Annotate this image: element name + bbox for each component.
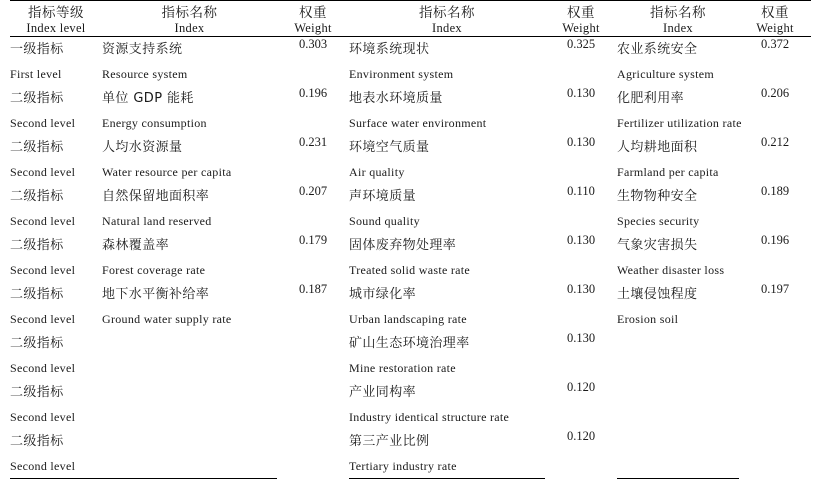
cell-index2-cn: 声环境质量 — [349, 189, 417, 204]
cell-index3-cn: 生物物种安全 — [617, 189, 698, 204]
table-row — [10, 233, 811, 258]
cell-weight1 — [277, 331, 349, 380]
table-row — [10, 380, 811, 405]
cell-index3-cn: 人均耕地面积 — [617, 140, 698, 155]
table-row — [10, 111, 811, 135]
cell-index2-en: Surface water environment — [349, 116, 487, 130]
cell-level-cn: 二级指标 — [10, 287, 64, 302]
cell-index2-en: Air quality — [349, 165, 405, 179]
cell-level-en: First level — [10, 67, 62, 81]
cell-weight2: 0.325 — [566, 37, 596, 51]
cell-index2-en: Sound quality — [349, 214, 420, 228]
cell-weight2: 0.130 — [566, 282, 596, 296]
cell-index1-en: Forest coverage rate — [102, 263, 206, 277]
cell-weight2: 0.130 — [566, 135, 596, 149]
cell-level-en: Second level — [10, 263, 76, 277]
header-index1-cn: 指标名称 — [102, 1, 277, 22]
cell-index1-cn: 森林覆盖率 — [102, 238, 170, 253]
cell-index1-cn — [102, 429, 277, 454]
cell-index1-en: Ground water supply rate — [102, 312, 232, 326]
cell-index1-cn: 地下水平衡补给率 — [102, 287, 210, 302]
table-row — [10, 37, 811, 63]
cell-index2-cn: 第三产业比例 — [349, 434, 430, 449]
cell-weight1: 0.179 — [298, 233, 328, 247]
cell-weight2: 0.130 — [566, 331, 596, 345]
header-weight1-en: Weight — [277, 21, 349, 37]
cell-weight1: 0.231 — [298, 135, 328, 149]
cell-index2-en: Mine restoration rate — [349, 361, 456, 375]
header-index2-cn: 指标名称 — [349, 1, 545, 22]
cell-index2-cn: 环境空气质量 — [349, 140, 430, 155]
cell-index1-cn: 资源支持系统 — [102, 42, 183, 57]
cell-weight2: 0.130 — [566, 233, 596, 247]
header-weight2-cn: 权重 — [545, 1, 617, 22]
table-row — [10, 160, 811, 184]
cell-index3-en: Weather disaster loss — [617, 263, 725, 277]
cell-index3-en: Farmland per capita — [617, 165, 719, 179]
table-row — [10, 356, 811, 380]
cell-index3-cn: 土壤侵蚀程度 — [617, 287, 698, 302]
table-row — [10, 209, 811, 233]
cell-weight3: 0.196 — [760, 233, 790, 247]
table-header-row-en — [10, 21, 811, 37]
cell-level-cn: 二级指标 — [10, 238, 64, 253]
cell-level-cn: 二级指标 — [10, 189, 64, 204]
cell-index2-en: Environment system — [349, 67, 454, 81]
cell-index1-cn: 人均水资源量 — [102, 140, 183, 155]
cell-level-en: Second level — [10, 165, 76, 179]
cell-index3-en: Agriculture system — [617, 67, 715, 81]
cell-index2-en: Urban landscaping rate — [349, 312, 467, 326]
cell-weight3: 0.372 — [760, 37, 790, 51]
table-row — [10, 135, 811, 160]
cell-index1-en — [102, 356, 277, 380]
cell-index1-en — [102, 405, 277, 429]
cell-index1-en: Resource system — [102, 67, 188, 81]
cell-weight1: 0.303 — [298, 37, 328, 51]
header-weight1-cn: 权重 — [277, 1, 349, 22]
cell-index3-en: Species security — [617, 214, 700, 228]
cell-level-en: Second level — [10, 410, 76, 424]
cell-weight3 — [739, 331, 811, 380]
index-weight-table — [10, 0, 811, 479]
header-level-cn: 指标等级 — [10, 1, 102, 22]
header-level-en: Index level — [10, 21, 102, 37]
cell-index2-en: Tertiary industry rate — [349, 454, 545, 479]
cell-index1-en: Water resource per capita — [102, 165, 232, 179]
cell-level-en: Second level — [10, 214, 76, 228]
cell-weight1 — [277, 429, 349, 479]
cell-index2-cn: 固体废弃物处理率 — [349, 238, 457, 253]
table-header-row-cn — [10, 1, 811, 22]
cell-index2-cn: 城市绿化率 — [349, 287, 417, 302]
cell-index2-cn: 矿山生态环境治理率 — [349, 336, 470, 351]
cell-weight1 — [277, 380, 349, 429]
cell-index2-cn: 地表水环境质量 — [349, 91, 443, 106]
cell-level-cn: 二级指标 — [10, 140, 64, 155]
header-index1-en: Index — [102, 21, 277, 37]
cell-level-cn: 二级指标 — [10, 336, 64, 351]
cell-index1-cn — [102, 380, 277, 405]
cell-weight1: 0.187 — [298, 282, 328, 296]
cell-level-en: Second level — [10, 361, 76, 375]
header-weight2-en: Weight — [545, 21, 617, 37]
cell-index3-en — [617, 405, 739, 429]
cell-index2-cn: 产业同构率 — [349, 385, 417, 400]
cell-index3-en — [617, 356, 739, 380]
cell-level-cn: 二级指标 — [10, 385, 64, 400]
table-row — [10, 282, 811, 307]
cell-weight2: 0.130 — [566, 86, 596, 100]
cell-level-en: Second level — [10, 116, 76, 130]
cell-weight3 — [739, 380, 811, 429]
table-row — [10, 62, 811, 86]
cell-index1-cn: 单位 GDP 能耗 — [102, 91, 194, 106]
header-index2-en: Index — [349, 21, 545, 37]
cell-weight2: 0.120 — [566, 380, 596, 394]
cell-index3-en: Erosion soil — [617, 312, 679, 326]
cell-index3-en: Fertilizer utilization rate — [617, 116, 742, 130]
cell-weight3: 0.197 — [760, 282, 790, 296]
cell-level-cn: 二级指标 — [10, 91, 64, 106]
cell-index2-en: Industry identical structure rate — [349, 410, 510, 424]
table-row — [10, 331, 811, 356]
cell-index1-en: Natural land reserved — [102, 214, 212, 228]
cell-weight2: 0.120 — [566, 429, 596, 443]
cell-weight1: 0.196 — [298, 86, 328, 100]
cell-index3-cn: 农业系统安全 — [617, 42, 698, 57]
table-row — [10, 307, 811, 331]
cell-level-cn: 二级指标 — [10, 434, 64, 449]
cell-index2-cn: 环境系统现状 — [349, 42, 430, 57]
cell-index3-cn — [617, 380, 739, 405]
cell-weight2: 0.110 — [567, 184, 595, 198]
cell-index1-en: Energy consumption — [102, 116, 207, 130]
table-row — [10, 86, 811, 111]
cell-index1-cn — [102, 331, 277, 356]
cell-index1-cn: 自然保留地面积率 — [102, 189, 210, 204]
header-index3-en: Index — [617, 21, 739, 37]
header-weight3-en: Weight — [739, 21, 811, 37]
cell-weight3: 0.212 — [760, 135, 790, 149]
table-row — [10, 184, 811, 209]
cell-weight1: 0.207 — [298, 184, 328, 198]
table-row — [10, 405, 811, 429]
cell-index3-cn — [617, 331, 739, 356]
table-row — [10, 429, 811, 454]
header-index3-cn: 指标名称 — [617, 1, 739, 22]
cell-index2-en: Treated solid waste rate — [349, 263, 471, 277]
cell-level-cn: 一级指标 — [10, 42, 64, 57]
cell-weight3 — [739, 429, 811, 479]
table-row — [10, 258, 811, 282]
cell-index3-cn: 气象灾害损失 — [617, 238, 698, 253]
cell-index3-cn — [617, 429, 739, 454]
header-weight3-cn: 权重 — [739, 1, 811, 22]
cell-index3-cn: 化肥利用率 — [617, 91, 685, 106]
cell-weight3: 0.206 — [760, 86, 790, 100]
cell-level-en: Second level — [10, 454, 102, 479]
cell-level-en: Second level — [10, 312, 76, 326]
cell-weight3: 0.189 — [760, 184, 790, 198]
